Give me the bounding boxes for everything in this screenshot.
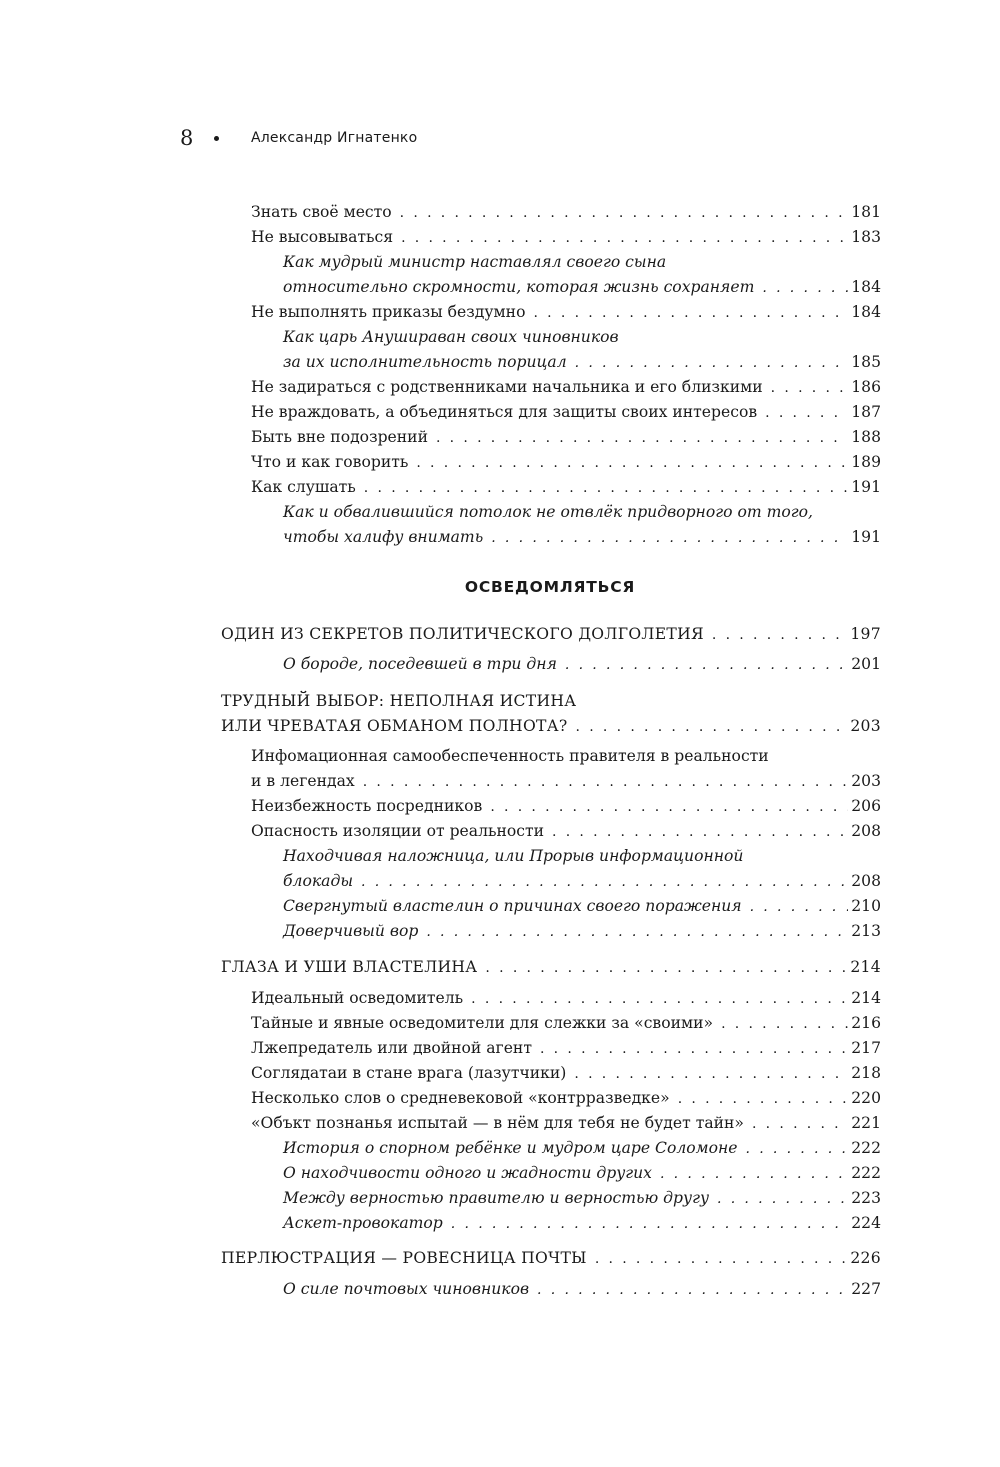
toc-entry-title: «Объкт познанья испытай — в нём для тебя не будет тайн» — [251, 1114, 744, 1132]
toc-entry[interactable] — [251, 375, 881, 401]
toc-entry-page: 201 — [851, 655, 881, 673]
toc-entry-title: Аскет-провокатор — [283, 1214, 443, 1232]
toc-entry[interactable] — [283, 350, 881, 376]
toc-entry-page: 210 — [851, 897, 881, 915]
dot-leader — [491, 526, 848, 551]
toc-entry-page: 197 — [850, 625, 881, 643]
toc-chapter[interactable] — [221, 955, 881, 981]
toc-entry[interactable] — [283, 1136, 881, 1162]
toc-entry[interactable] — [283, 652, 881, 678]
toc-entry-page: 221 — [851, 1114, 881, 1132]
toc-entry-title: Что и как говорить — [251, 453, 409, 471]
dot-leader — [363, 770, 849, 795]
toc-entry-page: 216 — [851, 1014, 881, 1032]
toc-entry-title: ПЕРЛЮСТРАЦИЯ — РОВЕСНИЦА ПОЧТЫ — [221, 1249, 587, 1267]
toc-entry-page: 206 — [851, 797, 881, 815]
toc-entry-page: 189 — [851, 453, 881, 471]
dot-leader — [540, 1037, 848, 1062]
toc-entry-title: ГЛАЗА И УШИ ВЛАСТЕЛИНА — [221, 958, 478, 976]
toc-entry[interactable] — [283, 869, 881, 895]
toc-entry-title: и в легендах — [251, 772, 355, 790]
toc-entry-title-line1: Как и обвалившийся потолок не отвлёк придворного от того, — [283, 503, 813, 521]
toc-entry-title-line1: Как царь Анушираван своих чиновников — [283, 328, 619, 346]
dot-leader — [576, 715, 848, 740]
toc-entry-title: Знать своё место — [251, 203, 392, 221]
toc-entry-page: 214 — [851, 989, 881, 1007]
dot-leader — [574, 1062, 848, 1087]
dot-leader — [750, 895, 849, 920]
toc-entry-title: О силе почтовых чиновников — [283, 1280, 530, 1298]
dot-leader — [426, 920, 848, 945]
toc-chapter[interactable] — [221, 1246, 881, 1272]
toc-entry-page: 208 — [851, 822, 881, 840]
toc-entry-page: 183 — [851, 228, 881, 246]
dot-leader — [595, 1247, 848, 1272]
toc-entry-page: 213 — [851, 922, 881, 940]
toc-entry[interactable] — [283, 275, 881, 301]
toc-entry-page: 214 — [850, 958, 881, 976]
toc-entry[interactable] — [251, 794, 881, 820]
toc-entry-page: 208 — [851, 872, 881, 890]
toc-entry-title: Быть вне подозрений — [251, 428, 428, 446]
toc-entry-title: Лжепредатель или двойной агент — [251, 1039, 532, 1057]
dot-leader — [485, 956, 847, 981]
toc-entry-title: Между верностью правителю и верностью другу — [283, 1189, 709, 1207]
toc-entry-title: О находчивости одного и жадности других — [283, 1164, 652, 1182]
dot-leader — [451, 1212, 848, 1237]
dot-leader — [752, 1112, 848, 1137]
bullet-separator-icon — [214, 136, 219, 141]
toc-entry-title: О бороде, поседевшей в три дня — [283, 655, 557, 673]
dot-leader — [401, 226, 848, 251]
toc-entry-title: Опасность изоляции от реальности — [251, 822, 545, 840]
toc-entry-title: за их исполнительность порицал — [283, 353, 567, 371]
section-title: ОСВЕДОМЛЯТЬСЯ — [464, 578, 636, 596]
toc-entry-page: 220 — [851, 1089, 881, 1107]
toc-chapter[interactable] — [221, 622, 881, 648]
toc-entry[interactable] — [251, 769, 881, 795]
toc-entry[interactable] — [283, 894, 881, 920]
toc-entry-title: чтобы халифу внимать — [283, 528, 484, 546]
toc-entry-title: История о спорном ребёнке и мудром царе Соломоне — [283, 1139, 738, 1157]
toc-entry-page: 184 — [851, 278, 881, 296]
toc-entry-title-line1: Как мудрый министр наставлял своего сына — [283, 253, 667, 271]
toc-entry-page: 226 — [850, 1249, 881, 1267]
dot-leader — [721, 1012, 848, 1037]
toc-entry[interactable] — [251, 1086, 881, 1112]
toc-entry-page: 223 — [851, 1189, 881, 1207]
running-header — [180, 126, 417, 150]
toc-entry[interactable] — [251, 225, 881, 251]
toc-entry-title: Тайные и явные осведомители для слежки за «своими» — [251, 1014, 714, 1032]
dot-leader — [361, 870, 848, 895]
toc-entry-title-line1: Находчивая наложница, или Прорыв информационной — [283, 847, 744, 865]
toc-entry[interactable] — [283, 1277, 881, 1303]
toc-entry-page: 188 — [851, 428, 881, 446]
toc-entry-page: 222 — [851, 1139, 881, 1157]
dot-leader — [552, 820, 848, 845]
toc-entry-page: 186 — [851, 378, 881, 396]
dot-leader — [712, 623, 847, 648]
toc-entry[interactable] — [251, 819, 881, 845]
toc-entry-title: Не враждовать, а объединяться для защиты своих интересов — [251, 403, 758, 421]
page-number: 8 — [180, 126, 194, 150]
toc-entry[interactable] — [251, 1011, 881, 1037]
dot-leader — [533, 301, 848, 326]
dot-leader — [537, 1278, 848, 1303]
dot-leader — [416, 451, 848, 476]
toc-entry[interactable] — [283, 1161, 881, 1187]
toc-entry-page: 185 — [851, 353, 881, 371]
toc-entry[interactable] — [251, 450, 881, 476]
dot-leader — [400, 201, 849, 226]
toc-entry[interactable] — [283, 1211, 881, 1237]
toc-entry-title: блокады — [283, 872, 354, 890]
toc-entry-page: 227 — [851, 1280, 881, 1298]
toc-entry-title: ИЛИ ЧРЕВАТАЯ ОБМАНОМ ПОЛНОТА? — [221, 717, 568, 735]
dot-leader — [746, 1137, 849, 1162]
toc-entry-page: 191 — [851, 478, 881, 496]
toc-entry-page: 224 — [851, 1214, 881, 1232]
dot-leader — [717, 1187, 848, 1212]
dot-leader — [678, 1087, 849, 1112]
toc-entry[interactable] — [251, 986, 881, 1012]
toc-entry-page: 218 — [851, 1064, 881, 1082]
toc-entry-page: 191 — [851, 528, 881, 546]
toc-entry-title: Свергнутый властелин о причинах своего поражения — [283, 897, 742, 915]
toc-entry[interactable] — [251, 475, 881, 501]
toc-entry[interactable] — [283, 525, 881, 551]
toc-entry-page: 217 — [851, 1039, 881, 1057]
dot-leader — [762, 276, 848, 301]
toc-entry[interactable] — [251, 1061, 881, 1087]
toc-entry-page: 222 — [851, 1164, 881, 1182]
dot-leader — [765, 401, 848, 426]
toc-entry-page: 184 — [851, 303, 881, 321]
toc-entry-page: 203 — [850, 717, 881, 735]
toc-chapter[interactable] — [221, 714, 881, 740]
toc-entry-title: ОДИН ИЗ СЕКРЕТОВ ПОЛИТИЧЕСКОГО ДОЛГОЛЕТИЯ — [221, 625, 704, 643]
toc-entry-page: 181 — [851, 203, 881, 221]
toc-entry-title: Неизбежность посредников — [251, 797, 483, 815]
toc-entry-title: Несколько слов о средневековой «контрразведке» — [251, 1089, 670, 1107]
dot-leader — [575, 351, 849, 376]
toc-chapter-title-line1: ТРУДНЫЙ ВЫБОР: НЕПОЛНАЯ ИСТИНА — [221, 692, 577, 710]
dot-leader — [364, 476, 848, 501]
toc-entry[interactable] — [251, 200, 881, 226]
toc-entry[interactable] — [251, 1036, 881, 1062]
running-head-author: Александр Игнатенко — [251, 130, 418, 146]
dot-leader — [490, 795, 848, 820]
toc-entry-title: Как слушать — [251, 478, 356, 496]
toc-entry-title: Не высовываться — [251, 228, 394, 246]
dot-leader — [771, 376, 849, 401]
dot-leader — [565, 653, 848, 678]
dot-leader — [660, 1162, 848, 1187]
toc-entry[interactable] — [251, 1111, 881, 1137]
toc-entry-title-line1: Инфомационная самообеспеченность правителя в реальности — [251, 747, 769, 765]
toc-entry-page: 187 — [851, 403, 881, 421]
toc-entry-title: Доверчивый вор — [283, 922, 419, 940]
toc-entry-title: Не выполнять приказы бездумно — [251, 303, 526, 321]
toc-entry[interactable] — [283, 919, 881, 945]
toc-entry[interactable] — [251, 425, 881, 451]
dot-leader — [471, 987, 848, 1012]
toc-entry[interactable] — [251, 400, 881, 426]
toc-entry-title: Не задираться с родственниками начальника и его близкими — [251, 378, 763, 396]
toc-entry-title: Соглядатаи в стане врага (лазутчики) — [251, 1064, 567, 1082]
toc-entry[interactable] — [283, 1186, 881, 1212]
toc-entry-title: Идеальный осведомитель — [251, 989, 464, 1007]
dot-leader — [436, 426, 848, 451]
toc-entry-page: 203 — [851, 772, 881, 790]
toc-entry[interactable] — [251, 300, 881, 326]
toc-entry-title: относительно скромности, которая жизнь сохраняет — [283, 278, 755, 296]
